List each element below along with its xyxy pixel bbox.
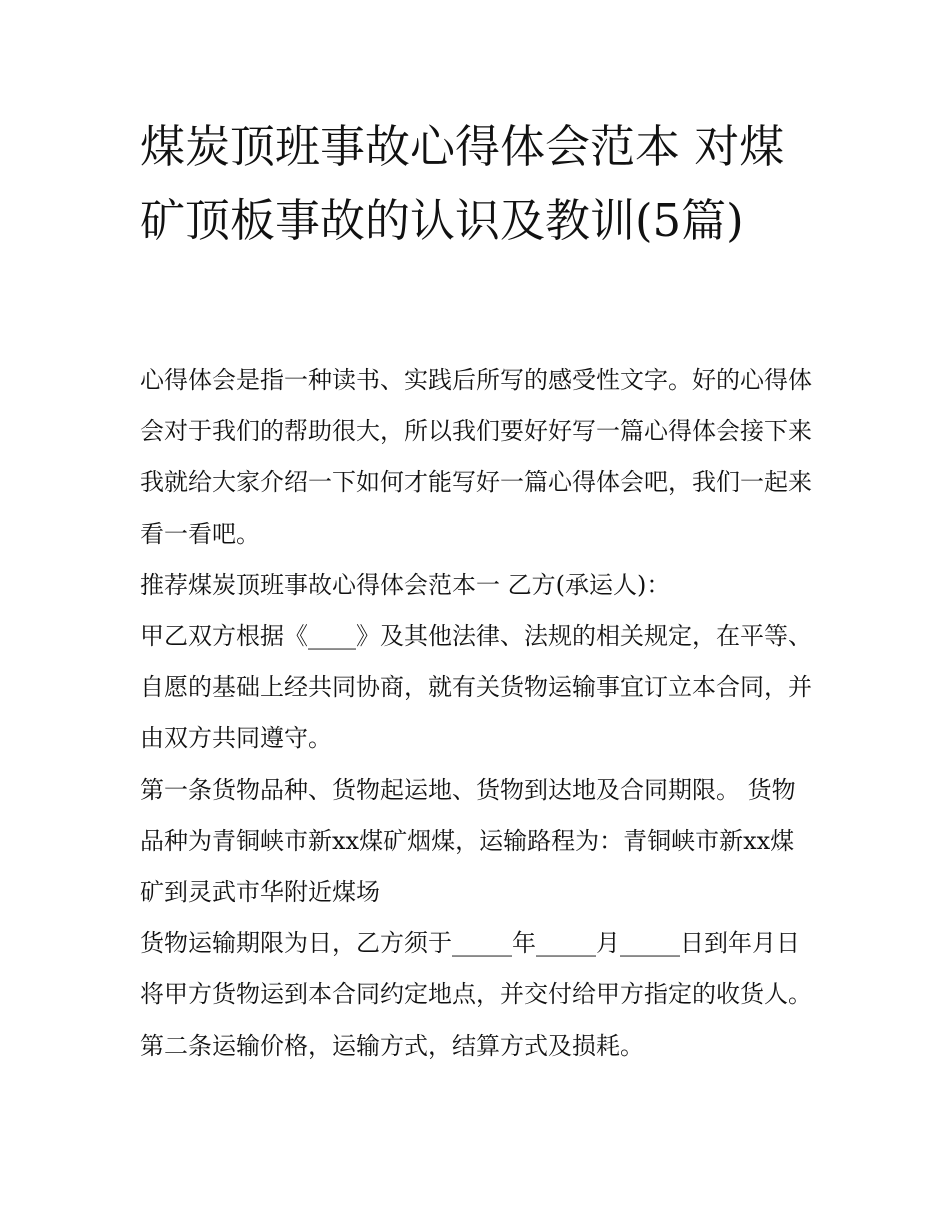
document-title: 煤炭顶班事故心得体会范本 对煤矿顶板事故的认识及教训(5篇) [140,120,785,247]
paragraph-article-one: 第一条货物品种、货物起运地、货物到达地及合同期限。 货物品种为青铜峡市新xx煤矿烟煤，运输路程为：青铜峡市新xx煤矿到灵武市华附近煤场 [140,775,796,907]
document-body [140,355,815,1072]
paragraph-article-two: 第二条运输价格，运输方式，结算方式及损耗。 [140,1031,644,1060]
paragraph-agreement: 甲乙双方根据《____》及其他法律、法规的相关规定，在平等、自愿的基础上经共同协商，就有关货物运输事宜订立本合同，并由双方共同遵守。 [140,622,812,753]
paragraph-intro: 心得体会是指一种读书、实践后所写的感受性文字。好的心得体会对于我们的帮助很大，所以我们要好好写一篇心得体会接下来我就给大家介绍一下如何才能写好一篇心得体会吧，我们一起来看一看吧。 [140,366,812,548]
paragraph-recommend: 推荐煤炭顶班事故心得体会范本一 乙方(承运人)： [140,570,671,599]
paragraph-transport-period: 货物运输期限为日，乙方须于_____年_____月_____日到年月日将甲方货物运到本合同约定地点，并交付给甲方指定的收货人。 [140,929,812,1009]
